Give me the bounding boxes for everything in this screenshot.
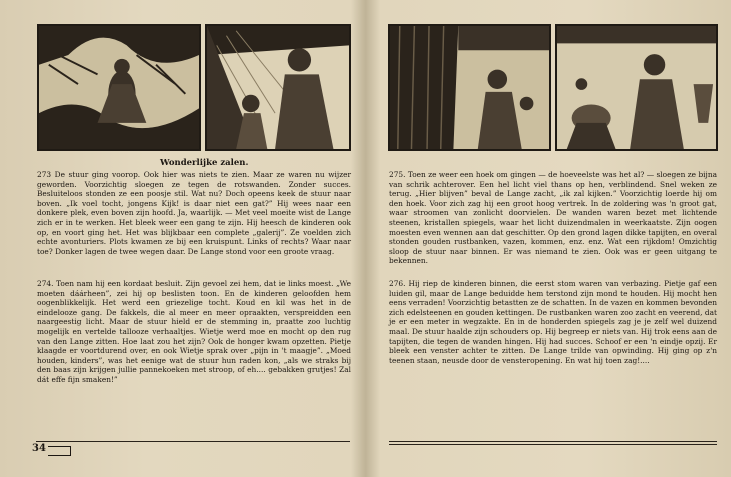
right-page xyxy=(368,0,731,477)
bottom-rule-right xyxy=(389,441,717,442)
paragraph-274: 274. Toen nam hij een kordaat besluit. Zijn gevoel zei hem, dat ie links moest. „We moeten dáárheen”, zei hij op beslisten toon. En de kinderen geloofden hem oogenblikkelijk. Het werd een griezelige tocht. Koud en kil was het in de eindelooze gang. De fakkels, die al meer en meer opraakten, verspreidden een naargeestig licht. Maar de stuur hield er de stemming in, praatte zoo luchtig mogelijk en vertelde tallooze verhaaltjes. Wietje werd moe en mocht op den rug van den Lange zitten. Hoe laat zou het zijn? Ook de honger kwam opzetten. Pietje klaagde er voortdurend over, en ook Wietje sprak over „pijn in 't maagje”. „Moed houden, kinders”, was het eenige wat de stuur hun raden kon, „als we straks bij den baas zijn krijgen jullie pannekoeken met stroop, of eh.... gebakken grutjes! Zal dát effe fijn smaken!” xyxy=(37,279,351,384)
illustration-curtain-right xyxy=(388,24,551,151)
paragraph-275: 275. Toen ze weer een hoek om gingen — de hoeveelste was het al? — sloegen ze bijna van schrik achterover. Een hel licht viel thans op hen, verblindend. Snel weken ze terug. „Hier blijven” beval de Lange zacht, „ik zal kijken.” Voorzichtig loerde hij om den hoek. Voor zich zag hij een groot hoog vertrek. In de zoldering was 'n groot gat, waar stroomen van zonlicht doorvielen. De wanden waren bezet met lichtende steenen, kristallen spiegels, waar het licht duizendmalen in weerkaatste. Zijn oogen moesten even wennen aan dat geschitter. Op den grond lagen dikke tapijten, en overal stonden gouden rustbanken, vazen, kommen, enz. enz. Wat een rijkdom! Omzichtig sloop de stuur naar binnen. Er was niemand te zien. Ook was er geen uitgang te bekennen. xyxy=(389,170,717,266)
bottom-rule xyxy=(36,441,350,442)
illustration-cave-left xyxy=(37,24,201,151)
paragraph-276: 276. Hij riep de kinderen binnen, die eerst stom waren van verbazing. Pietje gaf een luiden gil, maar de Lange beduidde hem terstond zijn mond te houden. Hij mocht hen eens verraden! Voorzichtig betastten ze de schatten. In de vazen en kommen bevonden zich edelsteenen en gouden kettingen. De rustbanken waren zoo zacht en veerend, dat je er een meter in wegzakte. En in de honderden spiegels zag je je zelf wel duizend maal. De stuur haalde zijn schouders op. Hij begreep er niets van. Hij trok eens aan de tapijten, die tegen de wanden hingen. Hij had succes. Schoof er een 'n eindje opzij. Er bleek een venster achter te zitten. De Lange trilde van opwinding. Hij ging op z'n teenen staan, neusde door de vensteropening. En wat hij toen zag!.... xyxy=(389,279,717,365)
page-number-ornament xyxy=(48,446,71,456)
bottom-rule-right-double xyxy=(389,444,717,445)
illustration-treasure-right xyxy=(555,24,718,151)
caption: Wonderlijke zalen. xyxy=(160,158,249,168)
illustration-light-left xyxy=(205,24,351,151)
page-number: 34 xyxy=(32,443,46,454)
paragraph-273: 273 De stuur ging voorop. Ook hier was niets te zien. Maar ze waren nu wijzer geworden. Voorzichtig sloegen ze tegen de rotswanden. Zonder succes. Besluiteloos stonden ze een poosje stil. Wat nu? Doch opeens keek de stuur naar boven. „Ik voel tocht, jongens Kijk! is daar niet een gat?” Hij wees naar een donkere plek, even boven zijn hoofd. Ja, waarlijk. — Met veel moeite wist de Lange zich er in te werken. Het bleek weer een gang te zijn. Hij heesch de kinderen ook op, en voort ging het. Het was blijkbaar een complete „galerij”. Ze voelden zich echte avonturiers. Plots kwamen ze bij een kruispunt. Links of rechts? Waar naar toe? Donker lagen de twee wegen daar. De Lange stond voor een groote vraag. xyxy=(37,170,351,256)
